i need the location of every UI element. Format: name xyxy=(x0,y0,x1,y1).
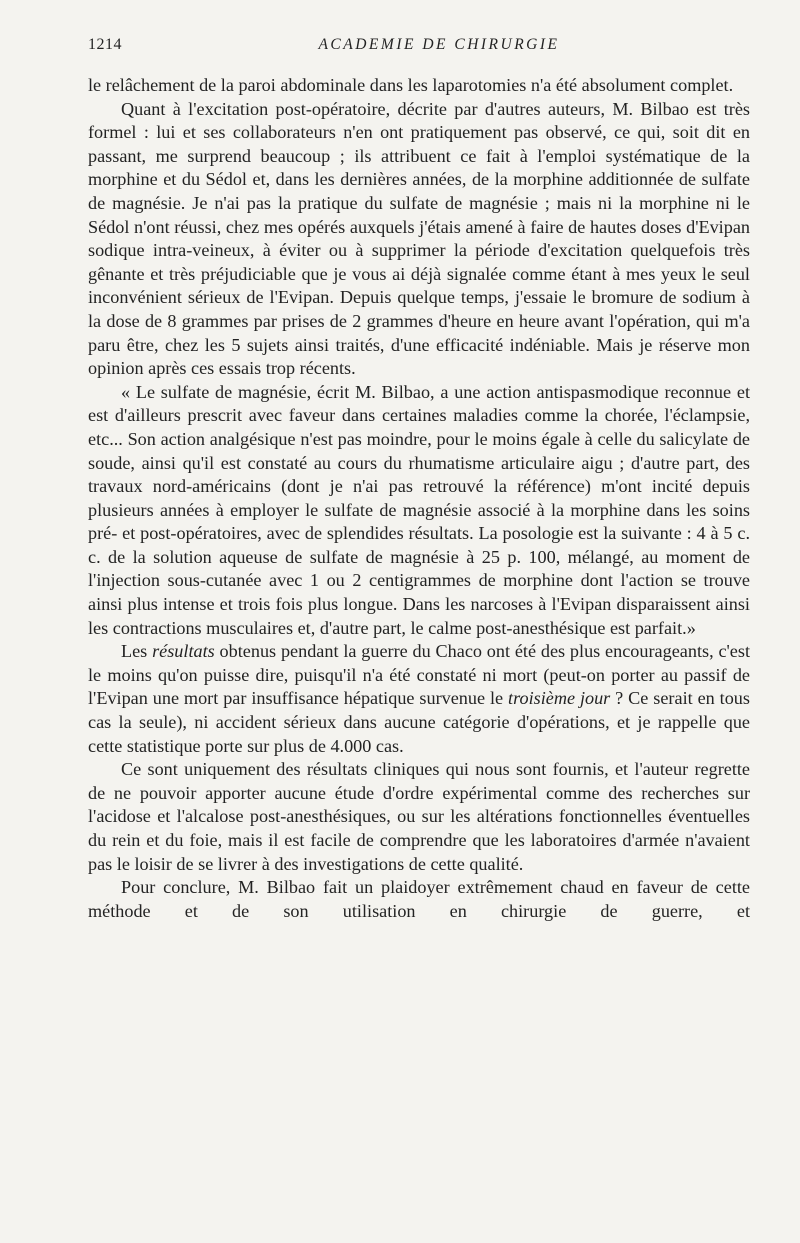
paragraph-6: Pour conclure, M. Bilbao fait un plaidoyer extrêmement chaud en faveur de cette méthode et de son utilisation en chirurgie de guerre, et xyxy=(88,877,750,921)
paragraph-4-middle: obtenus pendant la guerre du Chaco ont été des plus encourageants, c'est le moins qu'on puisse dire, puisqu'il n'a été constaté ni mort (peut-on porter au passif de l'Evipan une mort par insuffisance hépatique survenue le xyxy=(88,641,750,709)
paragraph-1: le relâchement de la paroi abdominale dans les laparotomies n'a été absolument complet. xyxy=(88,75,734,95)
page-number: 1214 xyxy=(88,36,122,53)
running-title: ACADEMIE DE CHIRURGIE xyxy=(318,36,560,53)
paragraph-4-end: ? Ce serait en tous cas la seule), ni accident sérieux dans aucune catégorie d'opérations, et je rappelle que cette statistique porte sur plus de 4.000 cas. xyxy=(88,688,750,756)
paragraph-3: « Le sulfate de magnésie, écrit M. Bilbao, a une action antispasmodique reconnue et est d'ailleurs prescrit avec faveur dans certaines maladies comme la chorée, l'éclampsie, etc... Son action analgésique n'est pas moindre, pour le moins égale à celle du salicylate de soude, ainsi qu'il est constaté au cours du rhumatisme articulaire aigu ; d'autre part, des travaux nord-américains (dont je n'ai pas retrouvé la référence) m'ont incité depuis plusieurs années à employer le sulfate de magnésie associé à la morphine dans les soins pré- et post-opératoires, avec de splendides résultats. La posologie est la suivante : 4 à 5 c. c. de la solution aqueuse de sulfate de magnésie à 25 p. 100, mélangé, au moment de l'injection sous-cutanée avec 1 ou 2 centigrammes de morphine dont l'action se trouve ainsi plus intense et trois fois plus longue. Dans les narcoses à l'Evipan disparaissent ainsi les contractions musculaires et, d'autre part, le calme post-anesthésique est parfait.» xyxy=(88,381,750,638)
paragraph-2: Quant à l'excitation post-opératoire, décrite par d'autres auteurs, M. Bilbao est très formel : lui et ses collaborateurs n'en ont pratiquement pas observé, ce qui, soit dit en passant, me surprend beaucoup ; ils attribuent ce fait à l'emploi systématique de la morphine et du Sédol et, dans les dernières années, de la morphine additionnée de sulfate de magnésie. Je n'ai pas la pratique du sulfate de magnésie ; mais ni la morphine ni le Sédol n'ont réussi, chez mes opérés auxquels j'étais amené à faire de hautes doses d'Evipan sodique intra-veineux, à éviter ou à supprimer la période d'excitation quelquefois très gênante et très préjudiciable que je vous ai déjà signalée comme étant à mes yeux le seul inconvénient sérieux de l'Evipan. Depuis quelque temps, j'essaie le bromure de sodium à la dose de 8 grammes par prises de 2 grammes d'heure en heure avant l'opération, qui m'a paru être, chez les 5 sujets ainsi traités, d'une efficacité indéniable. Mais je réserve mon opinion après ces essais trop récents. xyxy=(88,98,750,379)
paragraph-4 xyxy=(88,640,750,758)
emphasis-troisieme-jour: troisième jour xyxy=(508,688,611,709)
paragraph-5: Ce sont uniquement des résultats cliniques qui nous sont fournis, et l'auteur regrette de ne pouvoir apporter aucune étude d'ordre expérimental comme des recherches sur l'acidose et l'alcalose post-anesthésiques, ou sur les altérations fonctionnelles éventuelles du rein et du foie, mais il est facile de comprendre que les laboratoires d'armée n'avaient pas le loisir de se livrer à des investigations de cette qualité. xyxy=(88,759,750,874)
emphasis-resultats: résultats xyxy=(152,641,215,662)
body-text xyxy=(88,74,750,923)
paragraph-4-start: Les xyxy=(121,641,153,662)
page-header xyxy=(88,36,750,62)
